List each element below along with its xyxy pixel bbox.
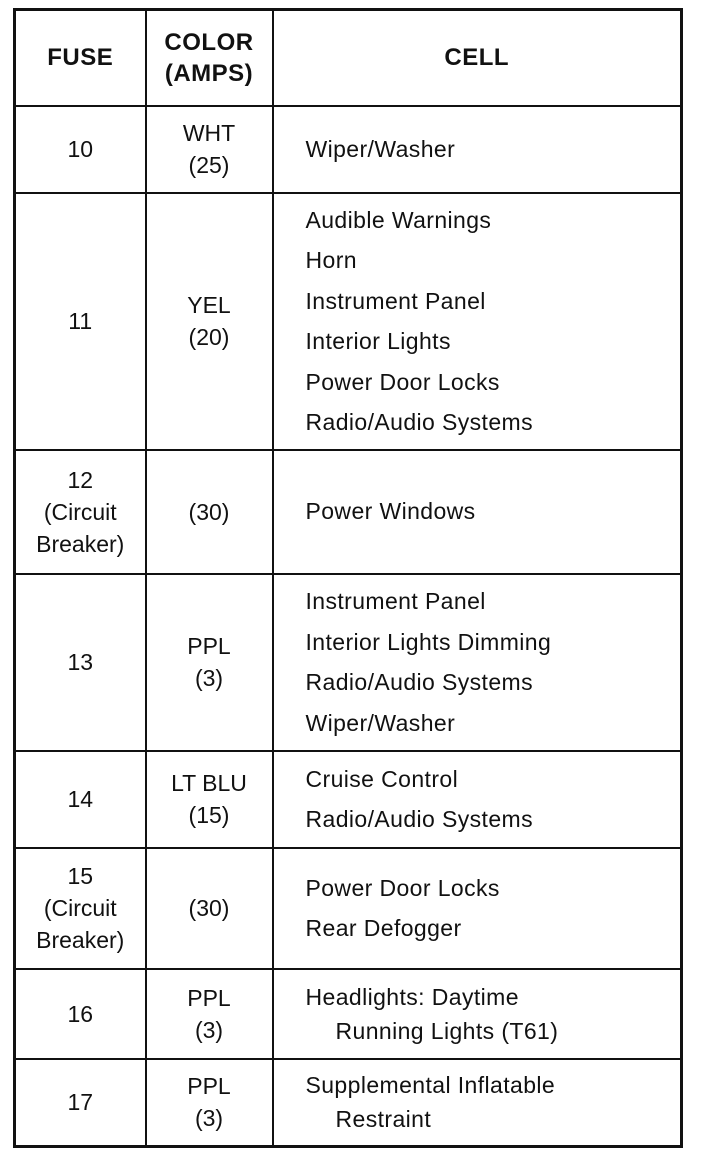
fuse-number: [15, 574, 146, 751]
amps-line: (15): [188, 802, 230, 828]
circuit-item: Wiper/Washer: [305, 135, 456, 162]
table-row: [15, 574, 682, 751]
fuse-circuits: [273, 848, 682, 969]
table-row: [15, 450, 682, 574]
header-row: [15, 10, 682, 106]
header-fuse: FUSE: [15, 10, 146, 106]
fuse-number: [15, 450, 146, 574]
fuse-circuits: [273, 574, 682, 751]
amps-line: (25): [188, 152, 230, 178]
fuse-circuits: [273, 450, 682, 574]
fuse-color: [146, 848, 273, 969]
fuse-table: [13, 8, 683, 1148]
amps-line: (30): [188, 895, 230, 921]
table-row: [15, 751, 682, 848]
table-row: [15, 848, 682, 969]
circuit-item: Power Door Locks: [305, 368, 500, 395]
fuse-number-line: 14: [67, 786, 94, 812]
circuit-item: Radio/Audio Systems: [305, 409, 533, 435]
fuse-number-line: 15: [67, 863, 94, 889]
fuse-number-line: 12: [67, 466, 94, 493]
color-line: PPL: [187, 984, 231, 1011]
table-row: [15, 1059, 682, 1147]
circuit-item: Running Lights (T61): [335, 1017, 559, 1044]
fuse-number-line: 10: [67, 136, 94, 162]
circuit-item: Horn: [305, 247, 357, 273]
circuit-item: Interior Lights Dimming: [305, 628, 552, 655]
color-line: YEL: [187, 292, 231, 318]
amps-line: (3): [194, 1016, 224, 1043]
fuse-number-line: (Circuit: [43, 895, 117, 921]
fuse-number: [15, 751, 146, 848]
fuse-number-line: 13: [67, 649, 94, 675]
fuse-circuits: [273, 751, 682, 848]
fuse-number-line: Breaker): [36, 530, 125, 557]
fuse-color: [146, 969, 273, 1059]
header-color-line2: (AMPS): [164, 59, 254, 87]
fuse-circuits: [273, 106, 682, 193]
circuit-item: Power Windows: [305, 498, 476, 525]
fuse-number: [15, 969, 146, 1059]
fuse-color: [146, 450, 273, 574]
color-line: LT BLU: [171, 770, 247, 796]
circuit-item: Instrument Panel: [305, 287, 486, 314]
fuse-color: [146, 751, 273, 848]
table-row: [15, 193, 682, 450]
circuit-item: Headlights: Daytime: [305, 983, 519, 1010]
header-color: [146, 10, 273, 106]
header-cell: CELL: [273, 10, 682, 106]
fuse-number: [15, 1059, 146, 1147]
fuse-number: [15, 106, 146, 193]
color-line: PPL: [187, 633, 231, 659]
table-row: [15, 969, 682, 1059]
fuse-color: [146, 574, 273, 751]
fuse-color: [146, 106, 273, 193]
circuit-item: Wiper/Washer: [305, 709, 456, 736]
color-line: PPL: [187, 1073, 231, 1100]
circuit-item: Instrument Panel: [305, 588, 486, 614]
fuse-circuits: [273, 969, 682, 1059]
fuse-circuits: [273, 193, 682, 450]
fuse-number-line: 16: [67, 1000, 94, 1027]
fuse-number: [15, 848, 146, 969]
amps-line: (30): [188, 498, 230, 525]
circuit-item: Interior Lights: [305, 328, 451, 354]
circuit-item: Audible Warnings: [305, 206, 492, 233]
fuse-color: [146, 1059, 273, 1147]
circuit-item: Cruise Control: [305, 765, 459, 792]
fuse-color: [146, 193, 273, 450]
amps-line: (3): [194, 665, 224, 691]
fuse-circuits: [273, 1059, 682, 1147]
fuse-number-line: 17: [67, 1089, 94, 1116]
table-row: [15, 106, 682, 193]
circuit-item: Radio/Audio Systems: [305, 806, 533, 832]
circuit-item: Restraint: [335, 1106, 432, 1133]
circuit-item: Power Door Locks: [305, 874, 500, 901]
amps-line: (3): [194, 1105, 224, 1132]
fuse-number-line: 11: [68, 308, 93, 334]
fuse-number: [15, 193, 146, 450]
amps-line: (20): [188, 324, 230, 350]
circuit-item: Supplemental Inflatable: [305, 1072, 556, 1099]
circuit-item: Rear Defogger: [305, 915, 462, 941]
circuit-item: Radio/Audio Systems: [305, 669, 533, 695]
fuse-number-line: (Circuit: [43, 498, 117, 525]
fuse-number-line: Breaker): [36, 927, 125, 953]
header-color-line1: COLOR: [164, 28, 254, 56]
color-line: WHT: [182, 120, 236, 146]
